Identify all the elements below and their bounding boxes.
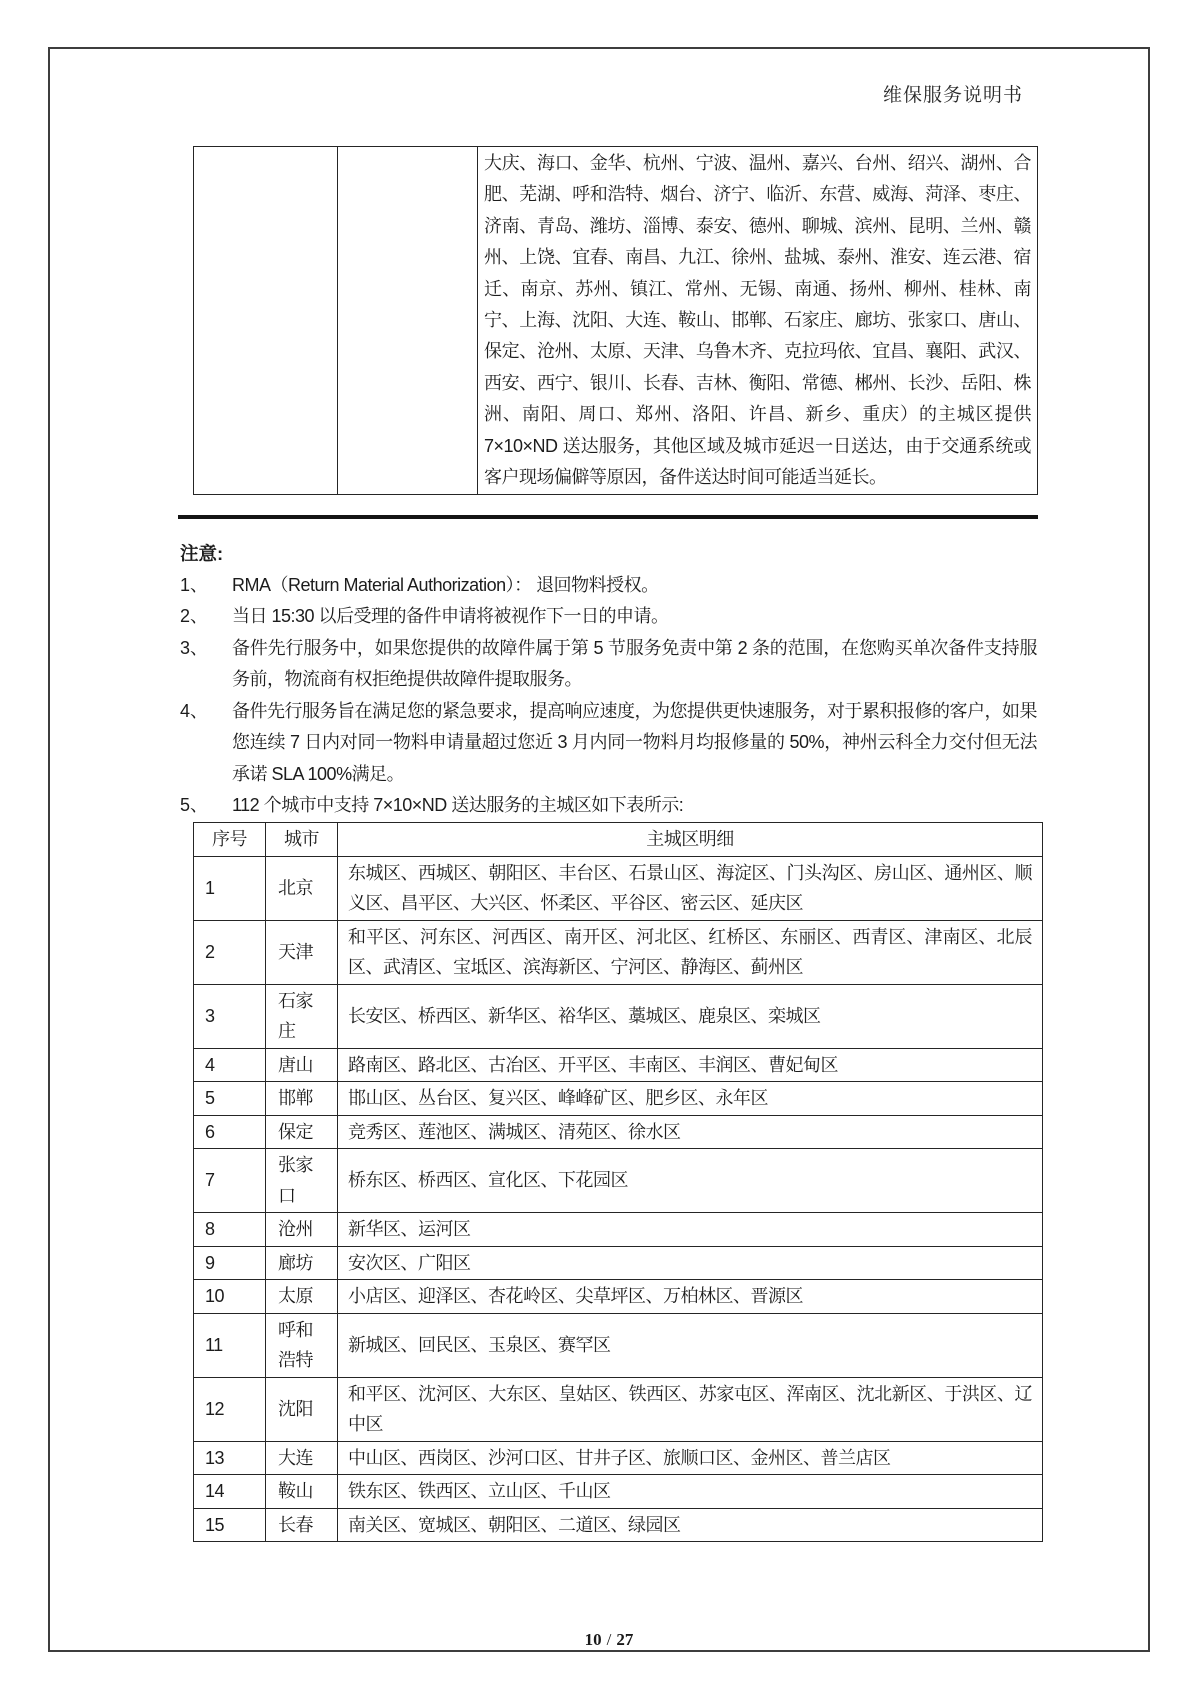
cell-city: 沧州 — [266, 1213, 338, 1247]
notes-section — [180, 538, 1037, 822]
city-table-header-districts: 主城区明细 — [338, 823, 1043, 857]
cell-districts: 和平区、河东区、河西区、南开区、河北区、红桥区、东丽区、西青区、津南区、北辰区、武清区、宝坻区、滨海新区、宁河区、静海区、蓟州区 — [338, 920, 1043, 984]
cell-city: 大连 — [266, 1441, 338, 1475]
cell-city: 廊坊 — [266, 1246, 338, 1280]
cell-no: 11 — [194, 1313, 266, 1377]
note-text: RMA（Return Material Authorization）： 退回物料授权。 — [232, 574, 659, 595]
cell-city: 呼和浩特 — [266, 1313, 338, 1377]
note-number: 3、 — [180, 637, 209, 658]
cell-city: 邯郸 — [266, 1082, 338, 1116]
cell-no: 5 — [194, 1082, 266, 1116]
note-item — [180, 570, 1037, 602]
cell-city: 太原 — [266, 1280, 338, 1314]
cell-no: 7 — [194, 1149, 266, 1213]
table-row — [194, 1475, 1043, 1509]
cell-no: 6 — [194, 1115, 266, 1149]
continuation-cell-cities — [478, 147, 1038, 495]
note-item — [180, 601, 1037, 633]
cell-districts: 东城区、西城区、朝阳区、丰台区、石景山区、海淀区、门头沟区、房山区、通州区、顺义区、昌平区、大兴区、怀柔区、平谷区、密云区、延庆区 — [338, 856, 1043, 920]
table-row — [194, 984, 1043, 1048]
cell-no: 4 — [194, 1048, 266, 1082]
cell-districts: 竞秀区、莲池区、满城区、清苑区、徐水区 — [338, 1115, 1043, 1149]
city-table-header-no: 序号 — [194, 823, 266, 857]
cell-no: 2 — [194, 920, 266, 984]
cell-districts: 小店区、迎泽区、杏花岭区、尖草坪区、万柏林区、晋源区 — [338, 1280, 1043, 1314]
cell-districts: 安次区、广阳区 — [338, 1246, 1043, 1280]
section-divider-rule — [178, 515, 1038, 519]
table-row — [194, 1246, 1043, 1280]
page-footer — [178, 1630, 1040, 1650]
cell-no: 13 — [194, 1441, 266, 1475]
table-row — [194, 1508, 1043, 1542]
cell-city: 沈阳 — [266, 1377, 338, 1441]
page-number-separator: / — [606, 1630, 612, 1649]
city-list-paragraph: 大庆、海口、金华、杭州、宁波、温州、嘉兴、台州、绍兴、湖州、合肥、芜湖、呼和浩特、烟台、济宁、临沂、东营、威海、菏泽、枣庄、济南、青岛、潍坊、淄博、泰安、德州、聊城、滨州、昆明、兰州、赣州、上饶、宜春、南昌、九江、徐州、盐城、泰州、淮安、连云港、宿迁、南京、苏州、镇江、常州、无锡、南通、扬州、柳州、桂林、南宁、上海、沈阳、大连、鞍山、邯郸、石家庄、廊坊、张家口、唐山、保定、沧州、太原、天津、乌鲁木齐、克拉玛依、宜昌、襄阳、武汉、西安、西宁、银川、长春、吉林、衡阳、常德、郴州、长沙、岳阳、株洲、南阳、周口、郑州、洛阳、许昌、新乡、重庆）的主城区提供 7×10×ND 送达服务，其他区域及城市延迟一日送达，由于交通系统或客户现场偏僻等原因，备件送达时间可能适当延长。 — [484, 153, 1031, 488]
cell-no: 12 — [194, 1377, 266, 1441]
cell-no: 9 — [194, 1246, 266, 1280]
cell-city: 天津 — [266, 920, 338, 984]
note-text: 备件先行服务中，如果您提供的故障件属于第 5 节服务免责中第 2 条的范围，在您购买单次备件支持服务前，物流商有权拒绝提供故障件提取服务。 — [232, 637, 1037, 689]
cell-city: 鞍山 — [266, 1475, 338, 1509]
cell-no: 3 — [194, 984, 266, 1048]
note-number: 2、 — [180, 606, 209, 626]
cell-city: 唐山 — [266, 1048, 338, 1082]
table-row — [194, 1082, 1043, 1116]
cell-no: 15 — [194, 1508, 266, 1542]
note-text: 当日 15:30 以后受理的备件申请将被视作下一日的申请。 — [232, 606, 669, 626]
note-item — [180, 633, 1037, 696]
page-number: 10 — [584, 1630, 602, 1649]
cell-city: 张家口 — [266, 1149, 338, 1213]
continuation-cell-empty-1 — [194, 147, 338, 495]
continuation-cell-empty-2 — [338, 147, 478, 495]
table-row — [194, 1441, 1043, 1475]
continuation-table-row — [194, 147, 1038, 495]
cell-districts: 邯山区、丛台区、复兴区、峰峰矿区、肥乡区、永年区 — [338, 1082, 1043, 1116]
cell-districts: 中山区、西岗区、沙河口区、甘井子区、旅顺口区、金州区、普兰店区 — [338, 1441, 1043, 1475]
table-row — [194, 1213, 1043, 1247]
table-row — [194, 1048, 1043, 1082]
note-number: 1、 — [180, 574, 209, 595]
city-table-body — [194, 856, 1043, 1542]
cell-districts: 长安区、桥西区、新华区、裕华区、藁城区、鹿泉区、栾城区 — [338, 984, 1043, 1048]
cell-districts: 南关区、宽城区、朝阳区、二道区、绿园区 — [338, 1508, 1043, 1542]
table-row — [194, 1115, 1043, 1149]
cell-districts: 新华区、运河区 — [338, 1213, 1043, 1247]
city-table-header-row — [194, 823, 1043, 857]
cell-districts: 铁东区、铁西区、立山区、千山区 — [338, 1475, 1043, 1509]
cell-districts: 新城区、回民区、玉泉区、赛罕区 — [338, 1313, 1043, 1377]
cell-city: 保定 — [266, 1115, 338, 1149]
cell-no: 14 — [194, 1475, 266, 1509]
city-table-header-city: 城市 — [266, 823, 338, 857]
note-number: 4、 — [180, 700, 209, 721]
cell-no: 1 — [194, 856, 266, 920]
page-total: 27 — [616, 1630, 634, 1649]
cell-districts: 桥东区、桥西区、宣化区、下花园区 — [338, 1149, 1043, 1213]
cell-districts: 路南区、路北区、古冶区、开平区、丰南区、丰润区、曹妃甸区 — [338, 1048, 1043, 1082]
cell-no: 10 — [194, 1280, 266, 1314]
note-number: 5、 — [180, 795, 209, 815]
cell-no: 8 — [194, 1213, 266, 1247]
table-row — [194, 1280, 1043, 1314]
notes-heading: 注意: — [180, 543, 224, 564]
note-text: 112 个城市中支持 7×10×ND 送达服务的主城区如下表所示: — [232, 795, 684, 815]
cell-districts: 和平区、沈河区、大东区、皇姑区、铁西区、苏家屯区、浑南区、沈北新区、于洪区、辽中区 — [338, 1377, 1043, 1441]
continuation-table — [193, 146, 1038, 495]
table-row — [194, 920, 1043, 984]
note-item — [180, 696, 1037, 791]
table-row — [194, 1377, 1043, 1441]
cell-city: 北京 — [266, 856, 338, 920]
note-item — [180, 790, 1037, 822]
city-table — [193, 822, 1043, 1542]
cell-city: 长春 — [266, 1508, 338, 1542]
note-text: 备件先行服务旨在满足您的紧急要求，提高响应速度，为您提供更快速服务，对于累积报修的客户，如果您连续 7 日内对同一物料申请量超过您近 3 月内同一物料月均报修量的 50%，神州云科全力交付但无法承诺 SLA 100%满足。 — [232, 700, 1037, 784]
table-row — [194, 856, 1043, 920]
cell-city: 石家庄 — [266, 984, 338, 1048]
table-row — [194, 1149, 1043, 1213]
table-row — [194, 1313, 1043, 1377]
document-header-title: 维保服务说明书 — [882, 85, 1023, 106]
